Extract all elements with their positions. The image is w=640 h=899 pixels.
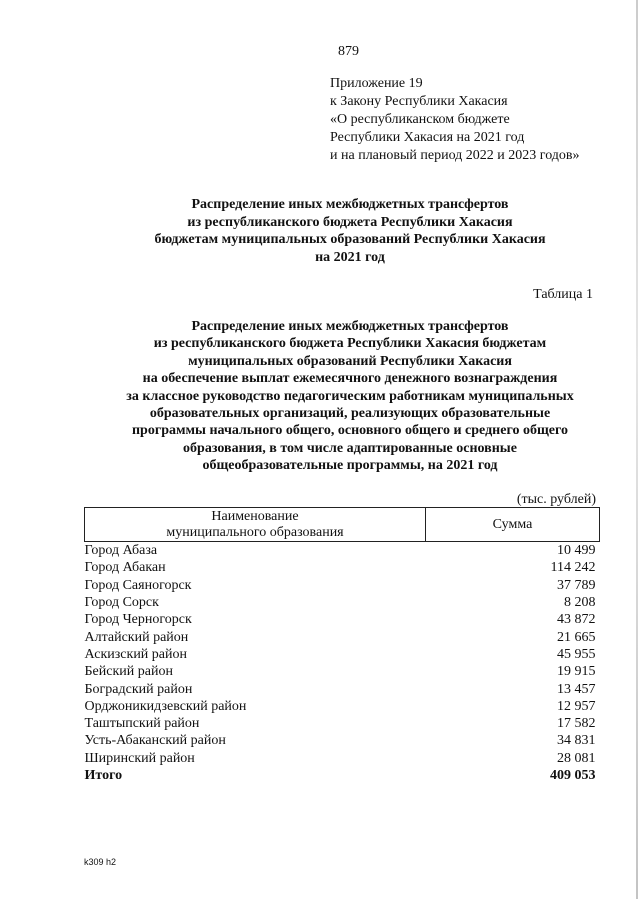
row-name: Город Абакан	[84, 560, 166, 576]
table-title-line: за классное руководство педагогическим работникам муниципальных	[126, 388, 574, 404]
row-name: Алтайский район	[84, 629, 189, 645]
appendix-line: «О республиканском бюджете	[330, 112, 510, 127]
table-title-line: из республиканского бюджета Республики Хакасия бюджетам	[153, 336, 547, 352]
row-name: Боградский район	[84, 681, 193, 697]
total-row	[85, 767, 600, 784]
footer-code: k309 h2	[84, 857, 117, 867]
table-title-line: образовательных организаций, реализующих образовательные	[149, 406, 551, 422]
distribution-table	[84, 507, 600, 784]
header-amount: Сумма	[426, 508, 600, 542]
title-line: бюджетам муниципальных образований Республики Хакасия	[154, 232, 546, 247]
row-amount: 8 208	[564, 595, 596, 611]
table-row	[85, 542, 600, 560]
row-name: Ширинский район	[84, 750, 195, 766]
row-name: Аскизский район	[84, 646, 187, 662]
table-label: Таблица 1	[533, 287, 593, 302]
row-amount: 28 081	[557, 750, 596, 766]
header-name-line: муниципального образования	[166, 524, 344, 540]
header-name-line: Наименование	[211, 508, 299, 524]
appendix-line: и на плановый период 2022 и 2023 годов»	[330, 148, 580, 163]
row-amount: 45 955	[557, 646, 596, 662]
appendix-line: к Закону Республики Хакасия	[330, 94, 508, 109]
table-row	[85, 715, 600, 732]
row-amount: 10 499	[557, 543, 596, 559]
row-name: Город Сорск	[84, 595, 159, 611]
table-row	[85, 577, 600, 594]
table-row	[85, 663, 600, 680]
table-title-line: общеобразовательные программы, на 2021 год	[202, 458, 498, 474]
row-name: Орджоникидзевский район	[84, 698, 247, 714]
table-row	[85, 680, 600, 697]
row-amount: 37 789	[557, 577, 596, 593]
row-amount: 17 582	[557, 716, 596, 732]
scan-edge-shadow	[636, 0, 638, 899]
title-line: из республиканского бюджета Республики Хакасия	[187, 214, 513, 230]
appendix-line: Приложение 19	[330, 76, 423, 91]
row-name: Усть-Абаканский район	[84, 733, 226, 749]
table-row	[85, 628, 600, 645]
table-title-line: программы начального общего, основного общего и среднего общего	[131, 423, 569, 439]
row-name: Таштыпский район	[84, 716, 200, 732]
appendix-reference	[330, 75, 580, 165]
row-amount: 13 457	[557, 681, 596, 697]
page-number: 879	[338, 44, 359, 59]
row-name: Город Черногорск	[84, 612, 192, 628]
title-line: Распределение иных межбюджетных трансфертов	[191, 197, 509, 212]
table-row	[85, 698, 600, 715]
table-title-line: Распределение иных межбюджетных трансфертов	[191, 319, 509, 334]
row-amount: 19 915	[557, 664, 596, 680]
row-amount: 12 957	[557, 698, 596, 714]
row-name: Город Саяногорск	[84, 577, 192, 593]
table-title-line: на обеспечение выплат ежемесячного денежного вознаграждения	[142, 371, 558, 387]
total-amount: 409 053	[550, 768, 596, 783]
title-line: на 2021 год	[315, 249, 385, 265]
row-name: Город Абаза	[84, 543, 158, 559]
row-amount: 21 665	[557, 629, 596, 645]
table-row	[85, 750, 600, 767]
table-row	[85, 646, 600, 663]
row-amount: 34 831	[557, 733, 596, 749]
row-amount: 43 872	[557, 612, 596, 628]
appendix-line: Республики Хакасия на 2021 год	[330, 130, 525, 145]
table-row	[85, 559, 600, 576]
table-title	[0, 318, 640, 475]
total-label: Итого	[84, 768, 123, 783]
header-municipality	[85, 508, 426, 542]
row-amount: 114 242	[550, 560, 596, 576]
table-row	[85, 732, 600, 749]
row-name: Бейский район	[84, 664, 173, 680]
units-label: (тыс. рублей)	[516, 492, 596, 507]
table-row	[85, 594, 600, 611]
table-title-line: образования, в том числе адаптированные основные	[183, 440, 517, 456]
table-title-line: муниципальных образований Республики Хакасия	[188, 353, 512, 369]
table-row	[85, 611, 600, 628]
document-title	[0, 196, 640, 266]
table-header-row	[85, 508, 600, 542]
